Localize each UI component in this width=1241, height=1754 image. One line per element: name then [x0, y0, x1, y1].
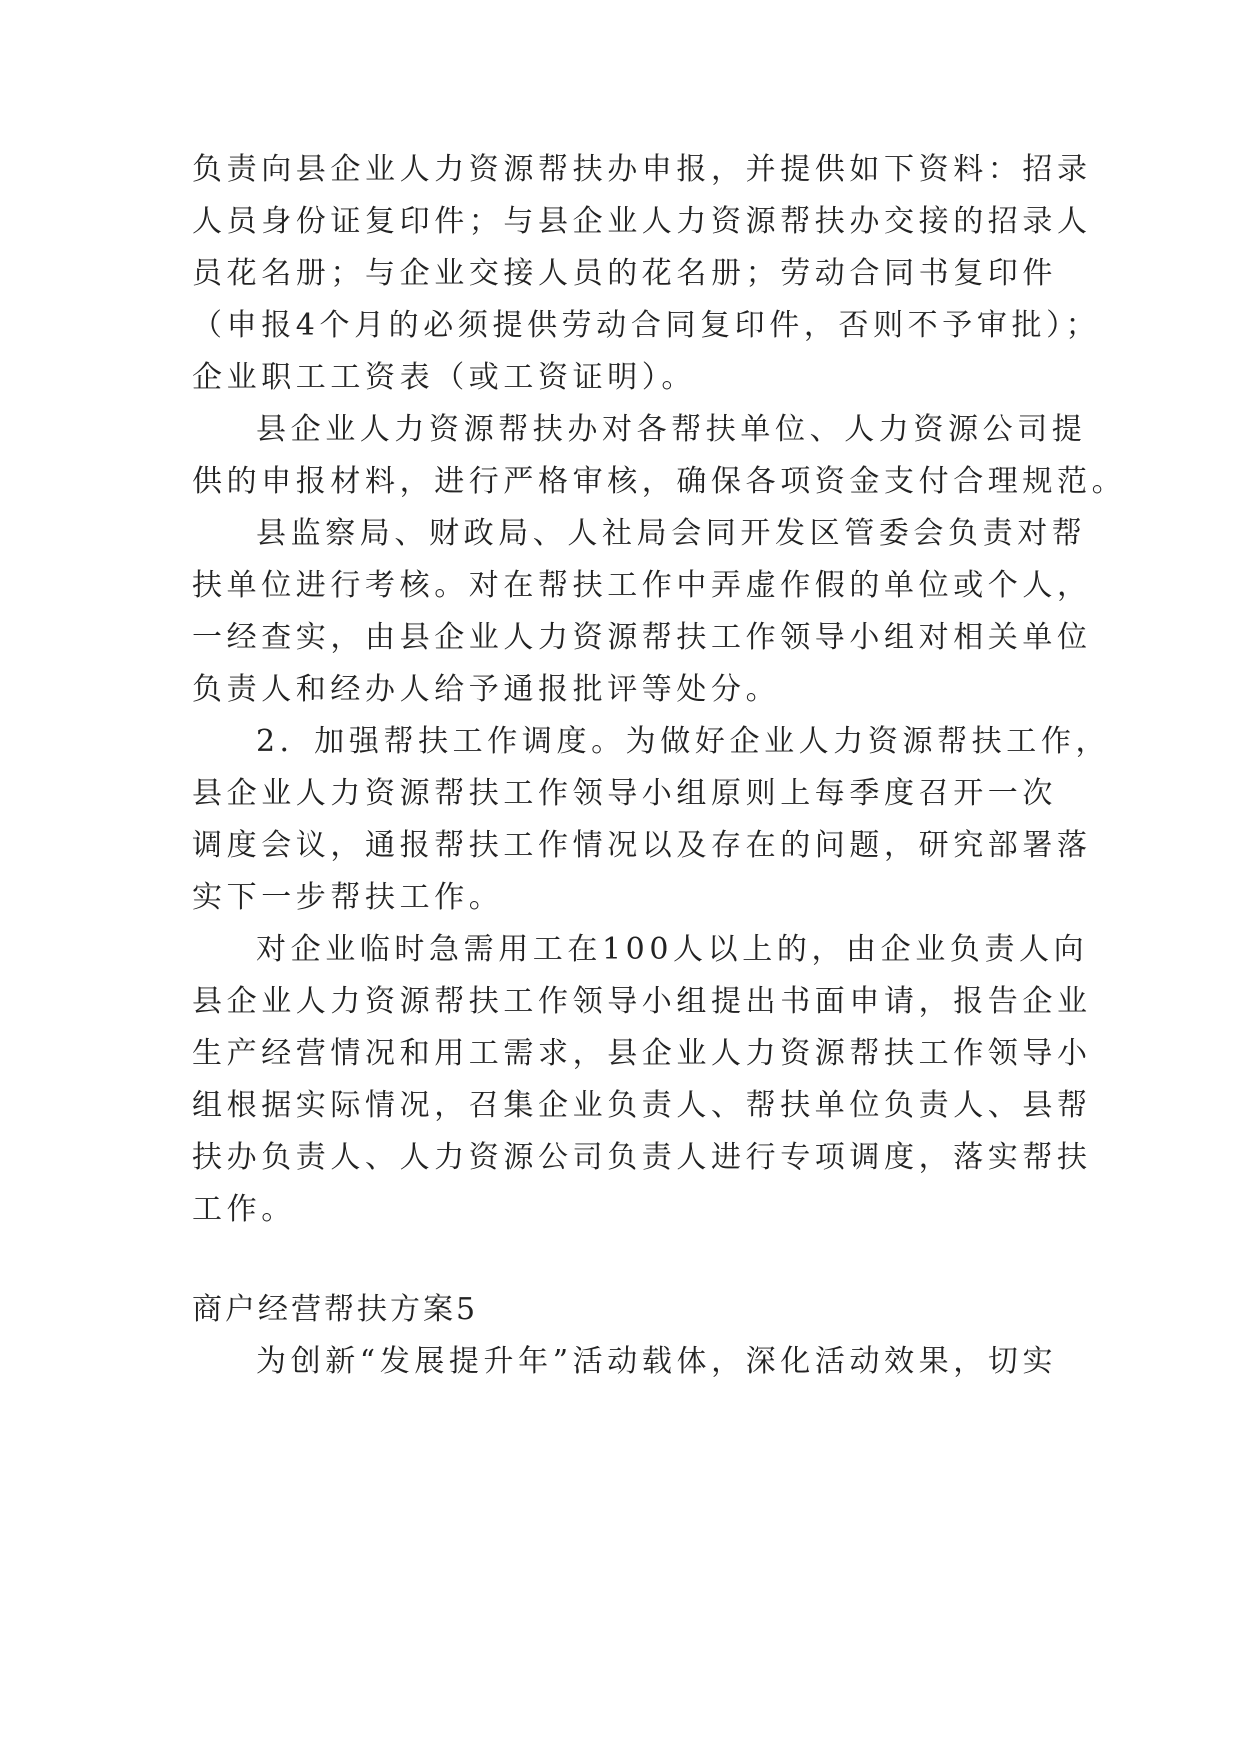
paragraph-line: 负责向县企业人力资源帮扶办申报，并提供如下资料：招录: [192, 152, 1092, 187]
paragraph-line: 扶单位进行考核。对在帮扶工作中弄虚作假的单位或个人，: [192, 568, 1092, 603]
paragraph-line: 扶办负责人、人力资源公司负责人进行专项调度，落实帮扶: [192, 1140, 1092, 1175]
paragraph-line: 县企业人力资源帮扶工作领导小组原则上每季度召开一次: [192, 776, 1057, 811]
paragraph-line: 调度会议，通报帮扶工作情况以及存在的问题，研究部署落: [192, 828, 1092, 863]
paragraph-line: 为创新“发展提升年”活动载体，深化活动效果，切实: [256, 1344, 1058, 1379]
paragraph-line: 实下一步帮扶工作。: [192, 880, 504, 915]
paragraph-line: 供的申报材料，进行严格审核，确保各项资金支付合理规范。: [192, 464, 1127, 499]
section-heading: 商户经营帮扶方案5: [192, 1292, 479, 1327]
paragraph-line: 组根据实际情况，召集企业负责人、帮扶单位负责人、县帮: [192, 1088, 1092, 1123]
paragraph-line: 一经查实，由县企业人力资源帮扶工作领导小组对相关单位: [192, 620, 1092, 655]
paragraph-line: 人员身份证复印件；与县企业人力资源帮扶办交接的招录人: [192, 204, 1092, 239]
paragraph-line: 2．加强帮扶工作调度。为做好企业人力资源帮扶工作，: [256, 724, 1111, 759]
paragraph-line: 县企业人力资源帮扶工作领导小组提出书面申请，报告企业: [192, 984, 1092, 1019]
paragraph-line: 企业职工工资表（或工资证明）。: [192, 360, 696, 395]
paragraph-line: 负责人和经办人给予通报批评等处分。: [192, 672, 781, 707]
paragraph-line: 县监察局、财政局、人社局会同开发区管委会负责对帮: [256, 516, 1087, 551]
paragraph-line: 工作。: [192, 1192, 296, 1227]
paragraph-line: 生产经营情况和用工需求，县企业人力资源帮扶工作领导小: [192, 1036, 1092, 1071]
paragraph-line: 员花名册；与企业交接人员的花名册；劳动合同书复印件: [192, 256, 1057, 291]
paragraph-line: 县企业人力资源帮扶办对各帮扶单位、人力资源公司提: [256, 412, 1087, 447]
paragraph-line: 对企业临时急需用工在100人以上的，由企业负责人向: [256, 932, 1089, 967]
paragraph-line: （申报4个月的必须提供劳动合同复印件，否则不予审批）；: [192, 308, 1101, 343]
